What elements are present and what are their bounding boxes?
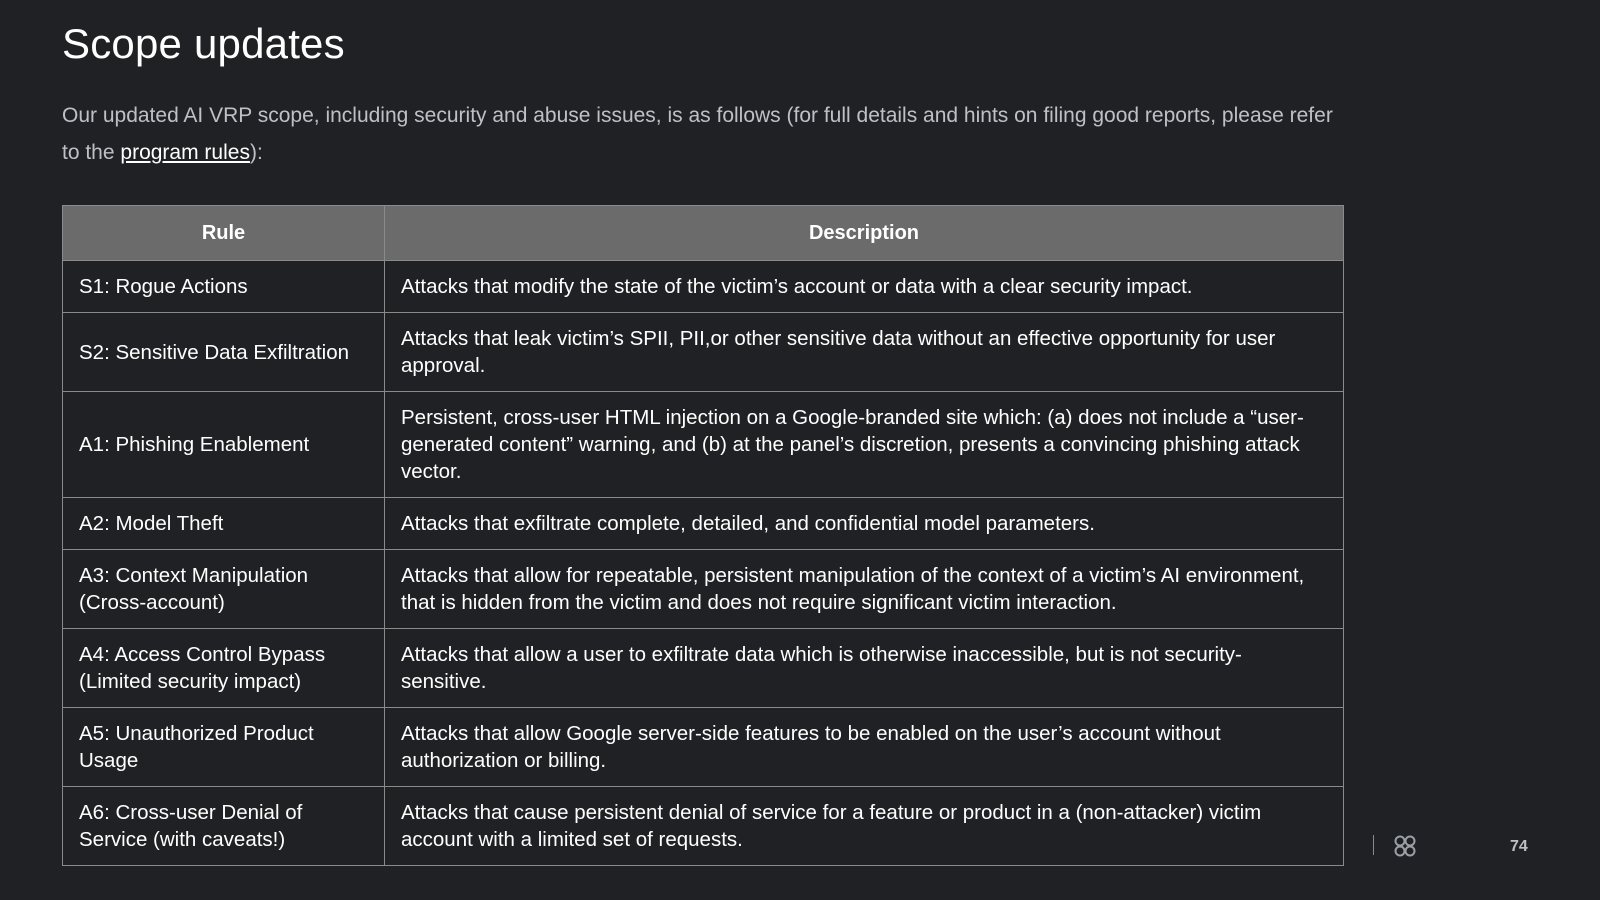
rule-cell: A6: Cross-user Denial of Service (with caveats!) bbox=[63, 787, 385, 866]
page-number: 74 bbox=[1510, 838, 1528, 855]
table-row bbox=[63, 313, 1344, 392]
description-cell: Attacks that cause persistent denial of service for a feature or product in a (non-attacker) victim account with a limited set of requests. bbox=[385, 787, 1344, 866]
description-cell: Attacks that modify the state of the victim’s account or data with a clear security impact. bbox=[385, 261, 1344, 313]
aperture-logo-icon bbox=[1393, 834, 1417, 858]
table-header-row bbox=[63, 206, 1344, 261]
intro-text-before: Our updated AI VRP scope, including security and abuse issues, is as follows (for full details and hints on filing good reports, please refer to the bbox=[62, 104, 1333, 164]
description-cell: Attacks that allow Google server-side features to be enabled on the user’s account without authorization or billing. bbox=[385, 708, 1344, 787]
description-cell: Attacks that allow a user to exfiltrate data which is otherwise inaccessible, but is not security-sensitive. bbox=[385, 629, 1344, 708]
description-cell: Attacks that exfiltrate complete, detailed, and confidential model parameters. bbox=[385, 498, 1344, 550]
slide-title: Scope updates bbox=[62, 20, 345, 67]
table-row bbox=[63, 261, 1344, 313]
table-row bbox=[63, 787, 1344, 866]
rule-cell: A5: Unauthorized Product Usage bbox=[63, 708, 385, 787]
rule-cell: S1: Rogue Actions bbox=[63, 261, 385, 313]
rule-cell: S2: Sensitive Data Exfiltration bbox=[63, 313, 385, 392]
intro-paragraph bbox=[62, 97, 1352, 171]
footer-divider bbox=[1373, 835, 1374, 855]
scope-table bbox=[62, 205, 1344, 866]
rule-cell: A2: Model Theft bbox=[63, 498, 385, 550]
program-rules-link[interactable]: program rules bbox=[120, 141, 250, 164]
table-row bbox=[63, 629, 1344, 708]
description-cell: Persistent, cross-user HTML injection on a Google-branded site which: (a) does not include a “user-generated content” warning, and (b) at the panel’s discretion, presents a convincing phishing attack vector. bbox=[385, 392, 1344, 498]
intro-text-after: ): bbox=[249, 141, 263, 164]
table-row bbox=[63, 708, 1344, 787]
description-cell: Attacks that leak victim’s SPII, PII,or other sensitive data without an effective opportunity for user approval. bbox=[385, 313, 1344, 392]
rule-cell: A4: Access Control Bypass (Limited security impact) bbox=[63, 629, 385, 708]
scope-table-container bbox=[62, 205, 1343, 866]
rule-cell: A1: Phishing Enablement bbox=[63, 392, 385, 498]
rule-cell: A3: Context Manipulation (Cross-account) bbox=[63, 550, 385, 629]
description-cell: Attacks that allow for repeatable, persistent manipulation of the context of a victim’s AI environment, that is hidden from the victim and does not require significant victim interaction. bbox=[385, 550, 1344, 629]
table-row bbox=[63, 498, 1344, 550]
table-row bbox=[63, 550, 1344, 629]
header-description: Description bbox=[385, 206, 1344, 261]
header-rule: Rule bbox=[63, 206, 385, 261]
table-row bbox=[63, 392, 1344, 498]
